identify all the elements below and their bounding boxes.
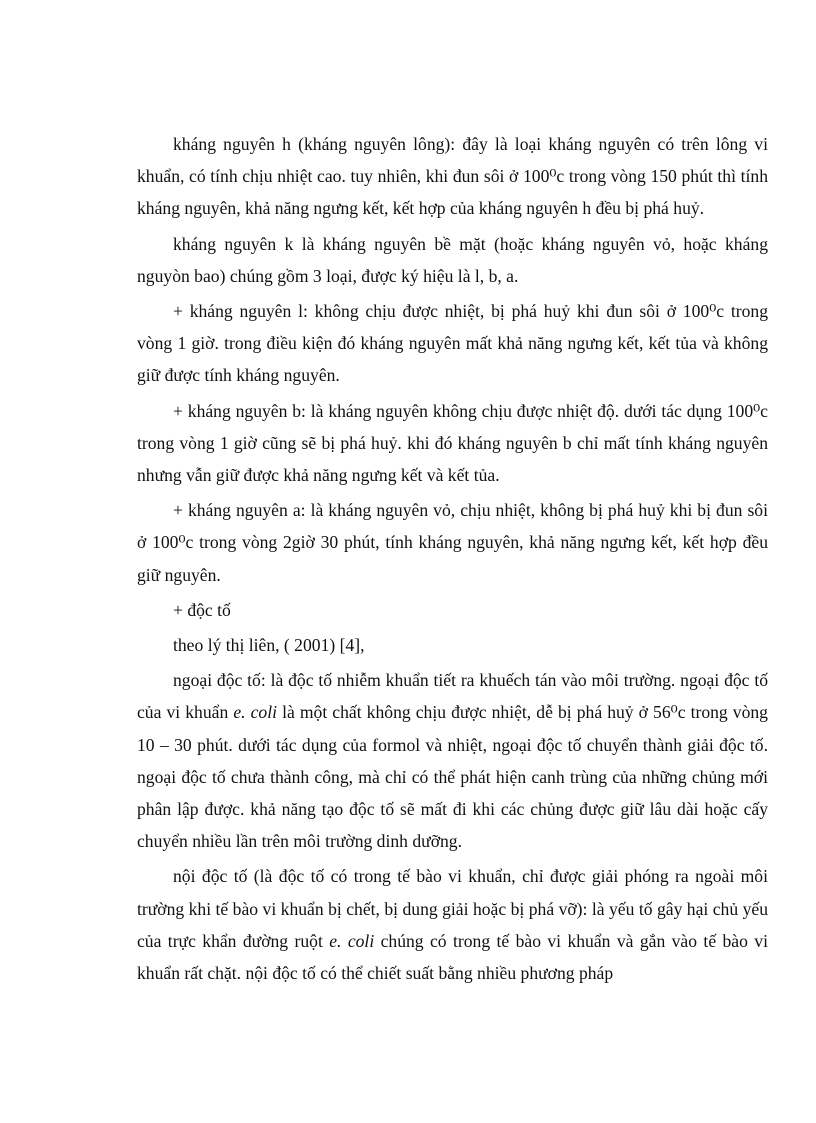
species-name: e. coli	[233, 702, 277, 723]
paragraph-text: chúng có trong tế bào vi khuẩn và gắn vào tế bào vi khuẩn rất chặt. nội độc tố có thể chiết suất bằng nhiều phương pháp	[137, 930, 768, 984]
paragraph-text: kháng nguyên k là kháng nguyên bề mặt (hoặc kháng nguyên vỏ, hoặc kháng nguyòn bao) chúng gồm 3 loại, được ký hiệu là l, b, a.	[137, 233, 768, 286]
paragraph-text: + kháng nguyên a: là kháng nguyên vỏ, chịu nhiệt, không bị phá huỷ khi bị đun sôi ở 100⁰c trong vòng 2giờ 30 phút, tính kháng nguyên, khả năng ngưng kết, kết hợp đều giữ nguyên.	[137, 500, 768, 585]
paragraph-exotoxin	[137, 664, 768, 857]
paragraph-antigen-h	[137, 128, 768, 225]
paragraph-text: nội độc tố (là độc tố có trong tế bào vi khuẩn, chỉ được giải phóng ra ngoài môi trường khi tế bào vi khuẩn bị chết, bị dung giải hoặc bị phá vỡ): là yếu tố gây hại chủ yếu của trực khẩn đường ruột	[137, 866, 768, 951]
paragraph-text: là một chất không chịu được nhiệt, dễ bị phá huỷ ở 56⁰c trong vòng 10 – 30 phút. dưới tác dụng của formol và nhiệt, ngoại độc tố chuyển thành giải độc tố. ngoại độc tố chưa thành công, mà chỉ có thể phát hiện canh trùng của những chủng mới phân lập được. khả năng tạo độc tố sẽ mất đi khi các chủng được giữ lâu dài hoặc cấy chuyển nhiều lần trên môi trường dinh dưỡng.	[137, 702, 768, 852]
paragraph-antigen-k	[137, 228, 768, 292]
paragraph-antigen-l	[137, 295, 768, 392]
paragraph-antigen-b	[137, 395, 768, 492]
paragraph-endotoxin	[137, 860, 768, 989]
paragraph-citation	[137, 629, 768, 661]
document-page	[137, 128, 768, 989]
paragraph-text: ngoại độc tố: là độc tố nhiễm khuẩn tiết ra khuếch tán vào môi trường. ngoại độc tố của vi khuẩn	[137, 670, 768, 723]
paragraph-text: + kháng nguyên b: là kháng nguyên không chịu được nhiệt độ. dưới tác dụng 100⁰c trong vòng 1 giờ cũng sẽ bị phá huỷ. khi đó kháng nguyên b chỉ mất tính kháng nguyên nhưng vẫn giữ được khả năng ngưng kết và kết tủa.	[137, 400, 768, 486]
paragraph-toxin-heading	[137, 594, 768, 626]
paragraph-antigen-a	[137, 494, 768, 591]
paragraph-text: + kháng nguyên l: không chịu được nhiệt, bị phá huỷ khi đun sôi ở 100⁰c trong vòng 1 giờ. trong điều kiện đó kháng nguyên mất khả năng ngưng kết, kết tủa và không giữ được tính kháng nguyên.	[137, 301, 768, 386]
paragraph-text: theo lý thị liên, ( 2001) [4],	[173, 635, 365, 656]
paragraph-text: + độc tố	[173, 599, 231, 620]
species-name: e. coli	[329, 930, 375, 951]
paragraph-text: kháng nguyên h (kháng nguyên lông): đây là loại kháng nguyên có trên lông vi khuẩn, có tính chịu nhiệt cao. tuy nhiên, khi đun sôi ở 100⁰c trong vòng 150 phút thì tính kháng nguyên, khả năng ngưng kết, kết hợp của kháng nguyên h đều bị phá huỷ.	[137, 134, 768, 219]
